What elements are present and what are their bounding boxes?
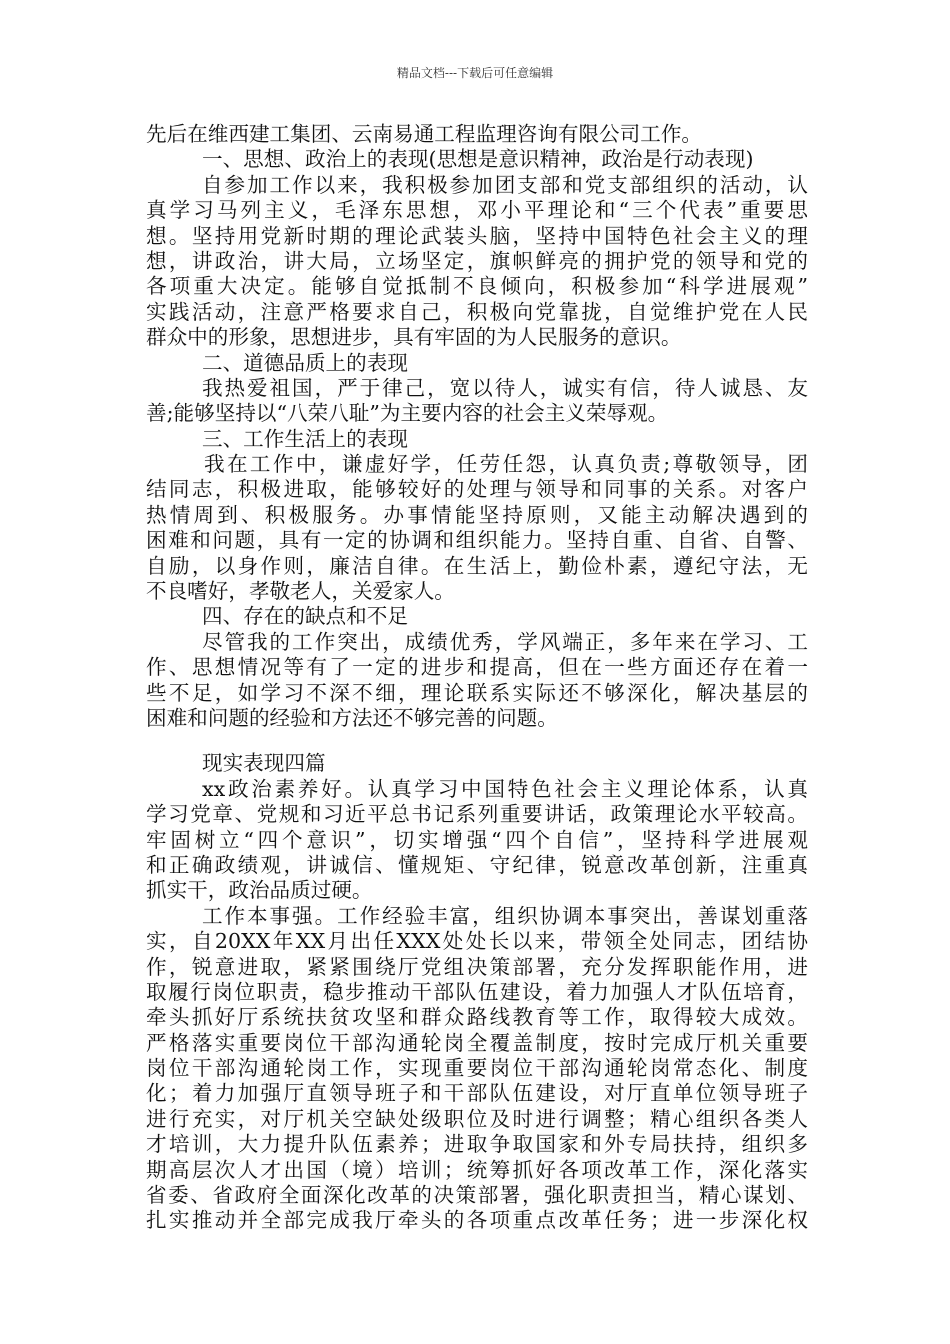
section-heading: 三、工作生活上的表现 [202, 426, 408, 451]
document-body [146, 122, 808, 1234]
body-line: 我热爱祖国，严于律己，宽以待人，诚实有信，待人诚恳、友 [202, 375, 808, 400]
body-line: 才培训，大力提升队伍素养；进取争取国家和外专局扶持，组织多 [146, 1132, 808, 1157]
body-line: 自参加工作以来，我积极参加团支部和党支部组织的活动，认 [202, 172, 808, 197]
body-line: 困难和问题的经验和方法还不够完善的问题。 [146, 705, 558, 730]
body-line: 和正确政绩观，讲诚信、懂规矩、守纪律，锐意改革创新，注重真 [146, 852, 808, 877]
body-line: 不良嗜好，孝敬老人，关爱家人。 [146, 579, 455, 604]
body-line: 自励，以身作则，廉洁自律。在生活上，勤俭朴素，遵纪守法，无 [146, 553, 808, 578]
body-line: 困难和问题，具有一定的协调和组织能力。坚持自重、自省、自警、 [146, 528, 808, 553]
body-line: 各项重大决定。能够自觉抵制不良倾向，积极参加“科学进展观” [146, 274, 808, 299]
body-line: 学习党章、党规和习近平总书记系列重要讲话，政策理论水平较高。 [146, 802, 808, 827]
body-line: 先后在维西建工集团、云南易通工程监理咨询有限公司工作。 [146, 122, 703, 146]
body-line: 牵头抓好厅系统扶贫攻坚和群众路线教育等工作，取得较大成效。 [146, 1005, 808, 1030]
document-title: 现实表现四篇 [202, 751, 326, 776]
body-line: 实，自20XX年XX月出任XXX处处长以来，带领全处同志，团结协 [146, 929, 808, 954]
body-line: 想，讲政治，讲大局，立场坚定，旗帜鲜亮的拥护党的领导和党的 [146, 248, 808, 273]
body-line: 想。坚持用党新时期的理论武装头脑，坚持中国特色社会主义的理 [146, 223, 808, 248]
body-line: 善;能够坚持以“八荣八耻”为主要内容的社会主义荣辱观。 [146, 401, 669, 426]
section-heading: 二、道德品质上的表现 [202, 350, 408, 375]
body-line: 牢固树立“四个意识”，切实增强“四个自信”，坚持科学进展观 [146, 827, 808, 852]
body-line: 作，锐意进取，紧紧围绕厅党组决策部署，充分发挥职能作用，进 [146, 954, 808, 979]
body-line: 扎实推动并全部完成我厅牵头的各项重点改革任务；进一步深化权 [146, 1208, 808, 1233]
body-line: 取履行岗位职责，稳步推动干部队伍建设，着力加强人才队伍培育， [146, 979, 808, 1004]
section-heading: 四、存在的缺点和不足 [202, 604, 408, 629]
body-line: 真学习马列主义，毛泽东思想，邓小平理论和“三个代表”重要思 [146, 198, 808, 223]
section-heading: 一、思想、政治上的表现(思想是意识精神，政治是行动表现) [202, 147, 754, 172]
body-line: 抓实干，政治品质过硬。 [146, 878, 373, 903]
body-line: 岗位干部沟通轮岗工作，实现重要岗位干部沟通轮岗常态化、制度 [146, 1056, 808, 1081]
body-line: 化；着力加强厅直领导班子和干部队伍建设，对厅直单位领导班子 [146, 1081, 808, 1106]
body-line: 期高层次人才出国（境）培训；统筹抓好各项改革工作，深化落实 [146, 1157, 808, 1182]
body-line: 尽管我的工作突出，成绩优秀，学风端正，多年来在学习、工 [202, 629, 808, 654]
body-line: 些不足，如学习不深不细，理论联系实际还不够深化，解决基层的 [146, 680, 808, 705]
body-line: 严格落实重要岗位干部沟通轮岗全覆盖制度，按时完成厅机关重要 [146, 1030, 808, 1055]
page-header: 精品文档---下载后可任意编辑 [396, 66, 554, 80]
body-line: 我在工作中，谦虚好学，任劳任怨，认真负责;尊敬领导，团 [204, 452, 808, 477]
body-line: xx政治素养好。认真学习中国特色社会主义理论体系，认真 [202, 776, 808, 801]
paragraph-gap [146, 731, 808, 751]
body-line: 进行充实，对厅机关空缺处级职位及时进行调整；精心组织各类人 [146, 1106, 808, 1131]
body-line: 群众中的形象，思想进步，具有牢固的为人民服务的意识。 [146, 325, 682, 350]
body-line: 结同志，积极进取，能够较好的处理与领导和同事的关系。对客户 [146, 477, 808, 502]
body-line: 省委、省政府全面深化改革的决策部署，强化职责担当，精心谋划、 [146, 1183, 808, 1208]
body-line: 热情周到、积极服务。办事情能坚持原则，又能主动解决遇到的 [146, 502, 808, 527]
body-line: 工作本事强。工作经验丰富，组织协调本事突出，善谋划重落 [202, 903, 808, 928]
body-line: 实践活动，注意严格要求自己，积极向党靠拢，自觉维护党在人民 [146, 299, 808, 324]
body-line: 作、思想情况等有了一定的进步和提高，但在一些方面还存在着一 [146, 655, 808, 680]
